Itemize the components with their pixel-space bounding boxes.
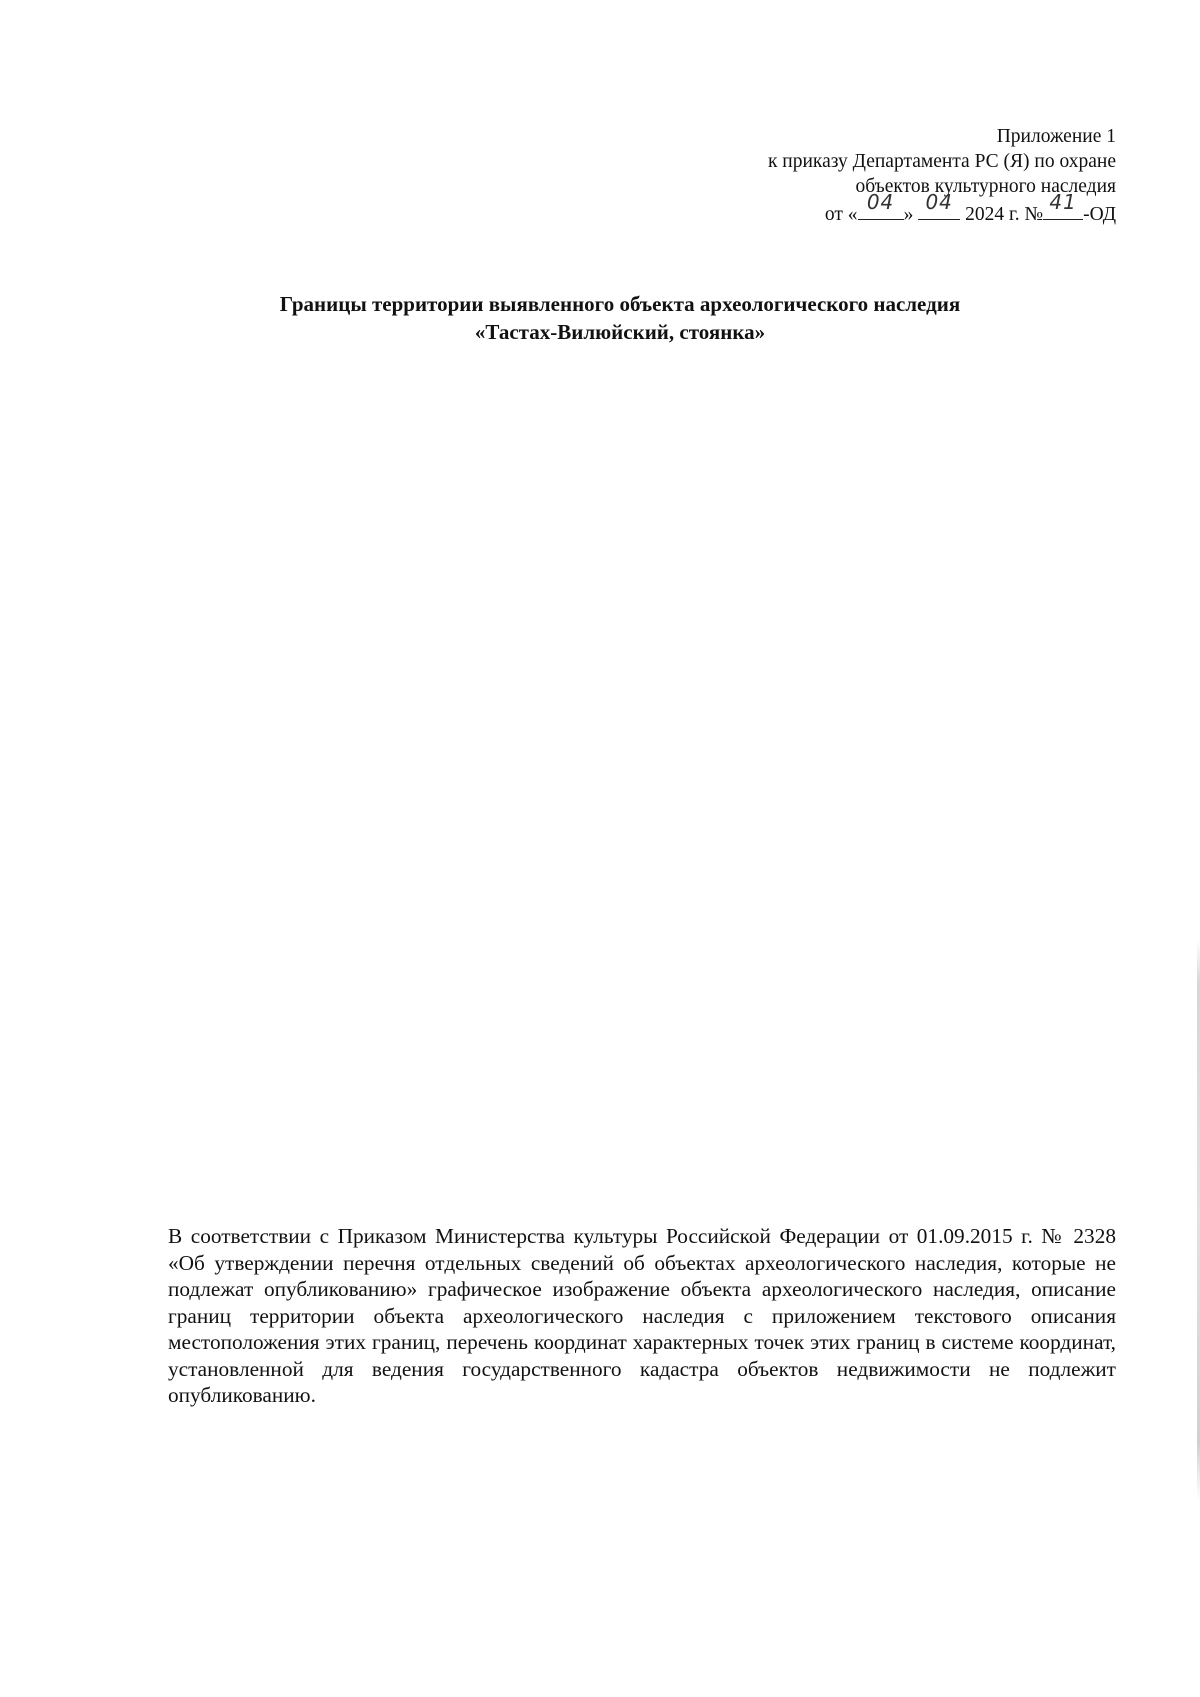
title-line-1: Границы территории выявленного объекта археологического наследия — [279, 292, 961, 316]
body-paragraph: В соответствии с Приказом Министерства культуры Российской Федерации от 01.09.2015 г. № 2328 «Об утверждении перечня отдельных сведений об объектах археологического наследия, которые не подлежат опубликованию» графическое изображение объекта археологического наследия, описание границ территории объекта археологического наследия с приложением текстового описания местоположения этих границ, перечень координат характерных точек этих границ в системе координат, установленной для ведения государственного кадастра объектов недвижимости не подлежит опубликованию. — [168, 1224, 1116, 1407]
date-month-field — [918, 190, 960, 220]
appendix-order-ref: к приказу Департамента РС (Я) по охране — [767, 151, 1116, 172]
appendix-title: Приложение 1 — [996, 126, 1116, 147]
title-line-2: «Тастах-Вилюйский, стоянка» — [474, 320, 766, 344]
appendix-order-ref-cont: объектов культурного наследия — [855, 176, 1116, 197]
date-day-handwritten: 04 — [866, 190, 895, 214]
order-number-handwritten: 41 — [1049, 190, 1077, 214]
order-suffix: -ОД — [1083, 204, 1116, 225]
date-day-field — [858, 190, 904, 220]
order-number-field — [1043, 190, 1083, 220]
date-month-handwritten: 04 — [925, 190, 953, 214]
date-mid: » — [903, 204, 914, 225]
date-year: 2024 г. № — [965, 204, 1044, 225]
appendix-date-line — [596, 190, 1116, 227]
date-prefix: от « — [824, 204, 858, 225]
document-title — [120, 290, 1120, 346]
appendix-header — [596, 124, 1116, 227]
